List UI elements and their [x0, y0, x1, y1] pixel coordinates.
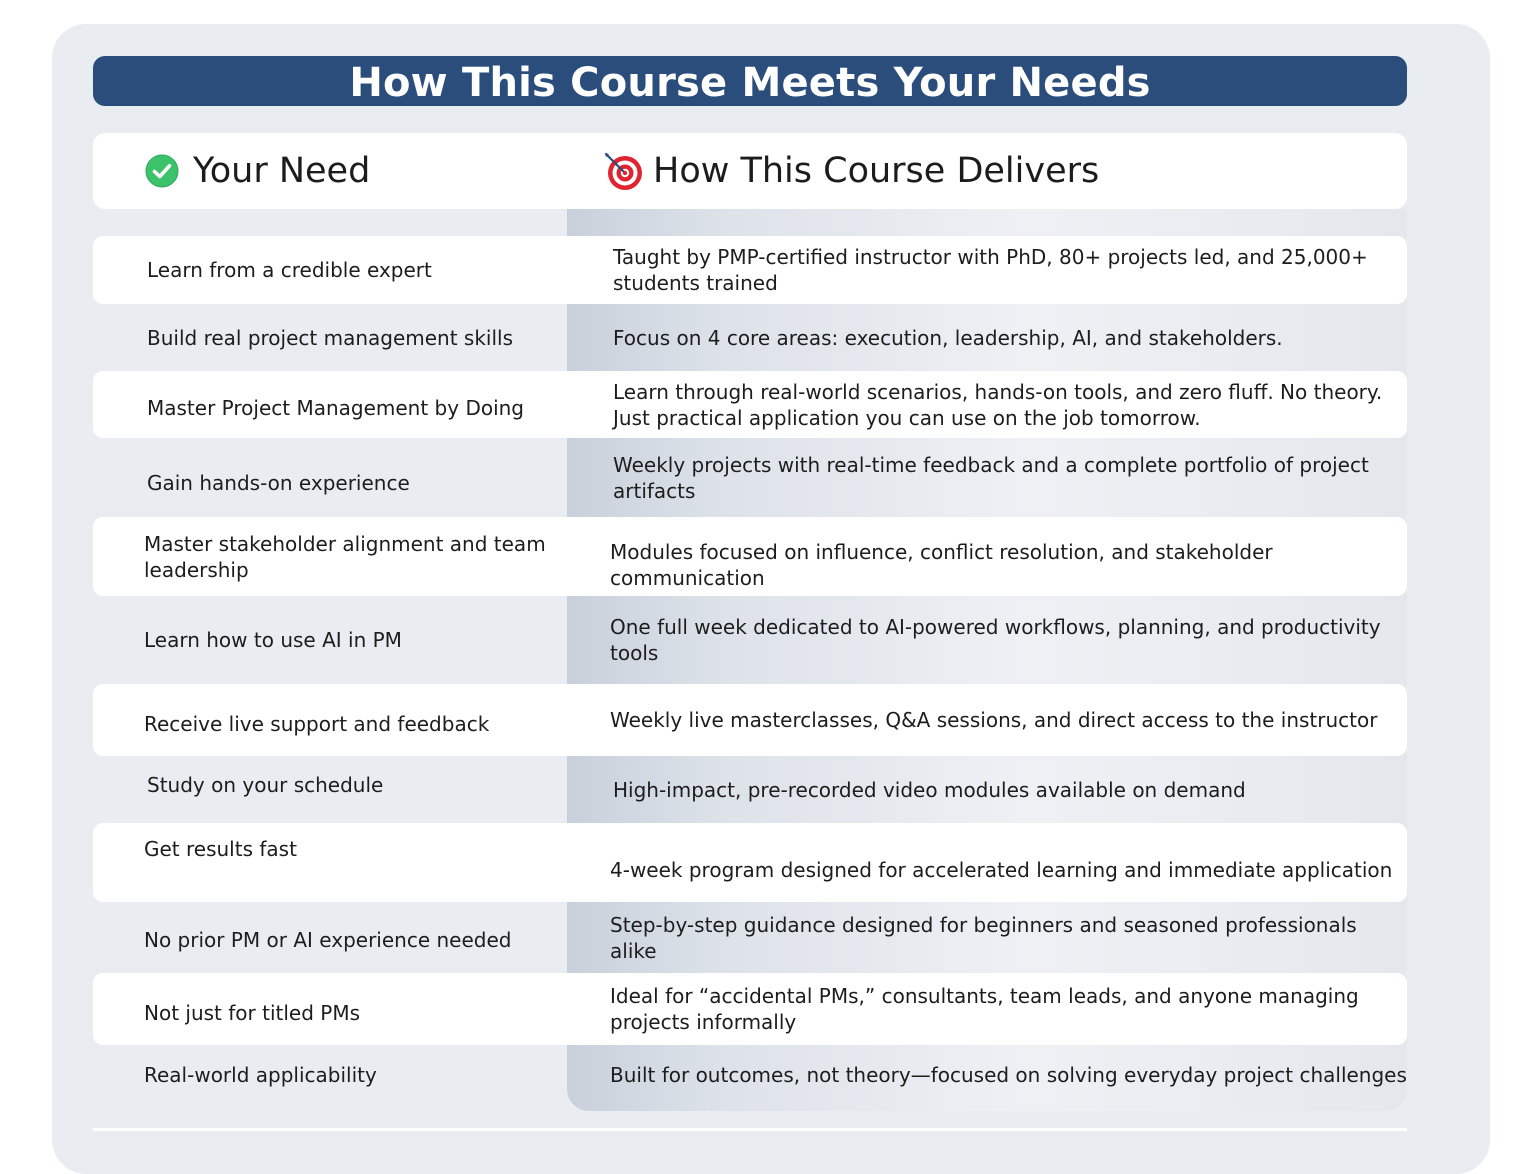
need-cell: Gain hands-on experience — [147, 470, 410, 495]
table-row — [93, 304, 1407, 371]
header-need — [145, 133, 370, 209]
deliver-cell: Weekly live masterclasses, Q&A sessions, and direct access to the instructor — [610, 708, 1378, 732]
deliver-cell: 4-week program designed for accelerated learning and immediate application — [610, 857, 1393, 882]
table-row — [93, 517, 1407, 596]
table-row — [93, 684, 1407, 756]
header-deliver — [603, 133, 1099, 209]
table-header — [93, 133, 1407, 209]
need-cell: Learn from a credible expert — [147, 258, 432, 282]
deliver-cell: Taught by PMP-certified instructor with PhD, 80+ projects led, and 25,000+ students trained — [613, 245, 1368, 295]
deliver-cell: One full week dedicated to AI-powered workflows, planning, and productivity tools — [610, 615, 1381, 665]
table-row — [93, 756, 1407, 823]
need-cell: Master stakeholder alignment and team leadership — [144, 531, 546, 582]
need-cell: Master Project Management by Doing — [147, 395, 525, 420]
deliver-cell: Weekly projects with real-time feedback and a complete portfolio of project artifacts — [613, 452, 1369, 503]
deliver-cell: Modules focused on influence, conflict resolution, and stakeholder communication — [610, 539, 1273, 590]
table-row — [93, 371, 1407, 438]
deliver-cell: High-impact, pre-recorded video modules available on demand — [613, 777, 1246, 802]
header-need-label: Your Need — [193, 151, 371, 191]
table-row — [93, 438, 1407, 517]
deliver-cell: Built for outcomes, not theory—focused on solving everyday project challenges — [610, 1063, 1407, 1087]
need-cell: Study on your schedule — [147, 772, 384, 797]
table-row — [93, 823, 1407, 902]
check-circle-icon — [145, 154, 179, 188]
table-row — [93, 236, 1407, 304]
table-row — [93, 973, 1407, 1045]
table-row — [93, 596, 1407, 684]
deliver-cell: Learn through real-world scenarios, hands-on tools, and zero fluff. No theory. Just practical application you can use on the job tomorrow. — [613, 379, 1383, 430]
deliver-cell: Step-by-step guidance designed for beginners and seasoned professionals alike — [610, 912, 1357, 963]
need-cell: No prior PM or AI experience needed — [144, 927, 512, 952]
need-cell: Real-world applicability — [144, 1063, 377, 1087]
bottom-divider — [93, 1128, 1407, 1131]
need-cell: Learn how to use AI in PM — [144, 628, 402, 652]
page-title: How This Course Meets Your Needs — [93, 56, 1407, 106]
table-row — [93, 1045, 1407, 1105]
need-cell: Receive live support and feedback — [144, 712, 490, 736]
need-cell: Not just for titled PMs — [144, 1001, 360, 1025]
header-deliver-label: How This Course Delivers — [653, 151, 1100, 191]
need-cell: Get results fast — [144, 837, 297, 861]
deliver-cell: Focus on 4 core areas: execution, leadership, AI, and stakeholders. — [613, 325, 1283, 350]
deliver-cell: Ideal for “accidental PMs,” consultants, team leads, and anyone managing projects informally — [610, 984, 1359, 1034]
table-row — [93, 902, 1407, 973]
target-icon — [603, 151, 643, 191]
need-cell: Build real project management skills — [147, 325, 514, 350]
